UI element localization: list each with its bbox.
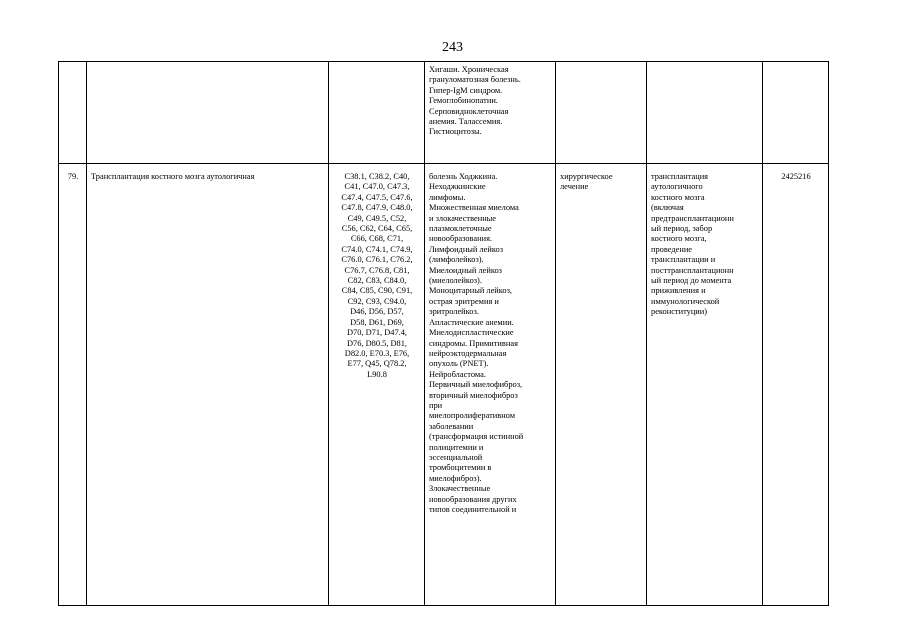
medical-care-table bbox=[58, 61, 829, 606]
model-line: болезнь Ходжкина. bbox=[429, 172, 498, 181]
code-line: C41, C47.0, C47.3, bbox=[344, 182, 410, 192]
model-line: тромбоцитемии в bbox=[429, 463, 492, 473]
model-line: Лимфоидный лейкоз bbox=[429, 244, 504, 254]
model-line: Миелодиспластические bbox=[429, 328, 514, 338]
treatment-method-cell bbox=[647, 62, 763, 164]
code-line: D70, D71, D47.4, bbox=[346, 328, 408, 338]
model-line: Гипер-IgM синдром. bbox=[429, 85, 503, 95]
icd-codes-cell bbox=[329, 62, 425, 164]
method-line: аутологичного bbox=[651, 182, 703, 192]
procedure-name-cell bbox=[87, 62, 329, 164]
model-line: анемия. Талассемия. bbox=[429, 117, 503, 127]
model-line: (трансформация истинной bbox=[429, 432, 524, 442]
code-line: C74.0, C74.1, C74.9, bbox=[341, 244, 413, 254]
model-line: синдромы. Примитивная bbox=[429, 338, 518, 348]
cost-cell bbox=[763, 62, 829, 164]
code-line: D46, D56, D57, bbox=[350, 307, 404, 317]
code-line: C84, C85, C90, C91, bbox=[341, 286, 413, 296]
model-line: эссенциальной bbox=[429, 452, 483, 462]
procedure-name-cell: Трансплантация костного мозга аутологичная bbox=[87, 164, 329, 606]
method-line: предтрансплантационн bbox=[651, 213, 734, 223]
code-line: C92, C93, C94.0, bbox=[347, 296, 407, 306]
model-line: новообразования других bbox=[429, 494, 517, 504]
code-line: C49, C49.5, C52, bbox=[347, 213, 407, 223]
method-line: приживления и bbox=[651, 286, 706, 296]
model-line: Злокачественные bbox=[429, 484, 491, 494]
model-line: (миелолейкоз). bbox=[429, 276, 482, 286]
model-line: полицитемии и bbox=[429, 442, 484, 452]
method-line: проведение bbox=[651, 244, 693, 254]
method-line: трансплантация bbox=[651, 172, 709, 181]
code-line: L90.8 bbox=[367, 369, 387, 379]
model-line: плазмоклеточные bbox=[429, 224, 492, 234]
method-line: трансплантации и bbox=[651, 255, 716, 265]
patient-model-cell bbox=[425, 62, 556, 164]
row-number-cell bbox=[59, 62, 87, 164]
model-line: при bbox=[429, 400, 443, 410]
treatment-type-cell bbox=[556, 164, 647, 606]
treatment-method-cell bbox=[647, 164, 763, 606]
model-line: Гемоглобинопатии. bbox=[429, 96, 498, 106]
model-line: Серповидноклеточная bbox=[429, 106, 509, 116]
patient-model-cell bbox=[425, 164, 556, 606]
model-line: Нейробластома. bbox=[429, 369, 486, 379]
model-line: миелопролиферативном bbox=[429, 411, 516, 421]
treatment-line: лечение bbox=[560, 182, 589, 192]
method-line: реконституции) bbox=[651, 307, 708, 317]
code-line: D82.0, E70.3, E76, bbox=[344, 348, 410, 358]
treatment-type-cell bbox=[556, 62, 647, 164]
code-line: C76.0, C76.1, C76.2, bbox=[341, 255, 413, 265]
cost-cell: 2425216 bbox=[763, 164, 829, 606]
model-line: миелофиброз). bbox=[429, 473, 482, 483]
model-line: Гистиоцитозы. bbox=[429, 127, 482, 137]
model-line: заболевании bbox=[429, 421, 474, 431]
table-row bbox=[59, 62, 829, 164]
model-line: Первичный миелофиброз, bbox=[429, 380, 523, 390]
model-line: опухоль (PNET). bbox=[429, 359, 489, 369]
method-line: ый период, забор bbox=[651, 224, 713, 234]
table-row bbox=[59, 164, 829, 606]
code-line: C47.4, C47.5, C47.6, bbox=[341, 192, 413, 202]
model-line: (лимфолейкоз). bbox=[429, 255, 484, 265]
model-line: лимфомы. bbox=[429, 192, 466, 202]
model-line: эритролейкоз. bbox=[429, 307, 479, 317]
model-line: Миелоидный лейкоз bbox=[429, 265, 502, 275]
model-line: новообразования. bbox=[429, 234, 493, 244]
method-line: иммунологической bbox=[651, 296, 720, 306]
code-line: C76.7, C76.8, C81, bbox=[344, 265, 410, 275]
method-line: посттрансплантационн bbox=[651, 265, 734, 275]
code-line: E77, Q45, Q78.2, bbox=[347, 359, 407, 369]
code-line: C56, C62, C64, C65, bbox=[341, 224, 413, 234]
model-line: острая эритремия и bbox=[429, 296, 499, 306]
method-line: ый период до момента bbox=[651, 276, 732, 286]
icd-codes-cell bbox=[329, 164, 425, 606]
code-line: D76, D80.5, D81, bbox=[346, 338, 408, 348]
row-number-cell: 79. bbox=[59, 164, 87, 606]
model-line: грануломатозная болезнь. bbox=[429, 75, 521, 85]
method-line: костного мозга, bbox=[651, 234, 707, 244]
code-line: C47.8, C47.9, C48.0, bbox=[341, 203, 413, 213]
treatment-line: хирургическое bbox=[560, 172, 613, 181]
model-line: Хигаши. Хроническая bbox=[429, 65, 509, 74]
code-line: D58, D61, D69, bbox=[350, 317, 404, 327]
code-line: C38.1, C38.2, C40, bbox=[344, 172, 410, 181]
method-line: (включая bbox=[651, 203, 684, 213]
model-line: Моноцитарный лейкоз, bbox=[429, 286, 513, 296]
code-line: C66, C68, C71, bbox=[350, 234, 404, 244]
page-number: 243 bbox=[442, 40, 463, 55]
code-line: C82, C83, C84.0, bbox=[347, 276, 407, 286]
model-line: Множественная миелома bbox=[429, 203, 519, 213]
method-line: костного мозга bbox=[651, 192, 705, 202]
model-line: Апластические анемии. bbox=[429, 317, 514, 327]
model-line: Неходжкинские bbox=[429, 182, 486, 192]
model-line: и злокачественные bbox=[429, 213, 497, 223]
model-line: вторичный миелофиброз bbox=[429, 390, 518, 400]
model-line: типов соединительной и bbox=[429, 505, 517, 514]
model-line: нейроэктодермальная bbox=[429, 348, 507, 358]
